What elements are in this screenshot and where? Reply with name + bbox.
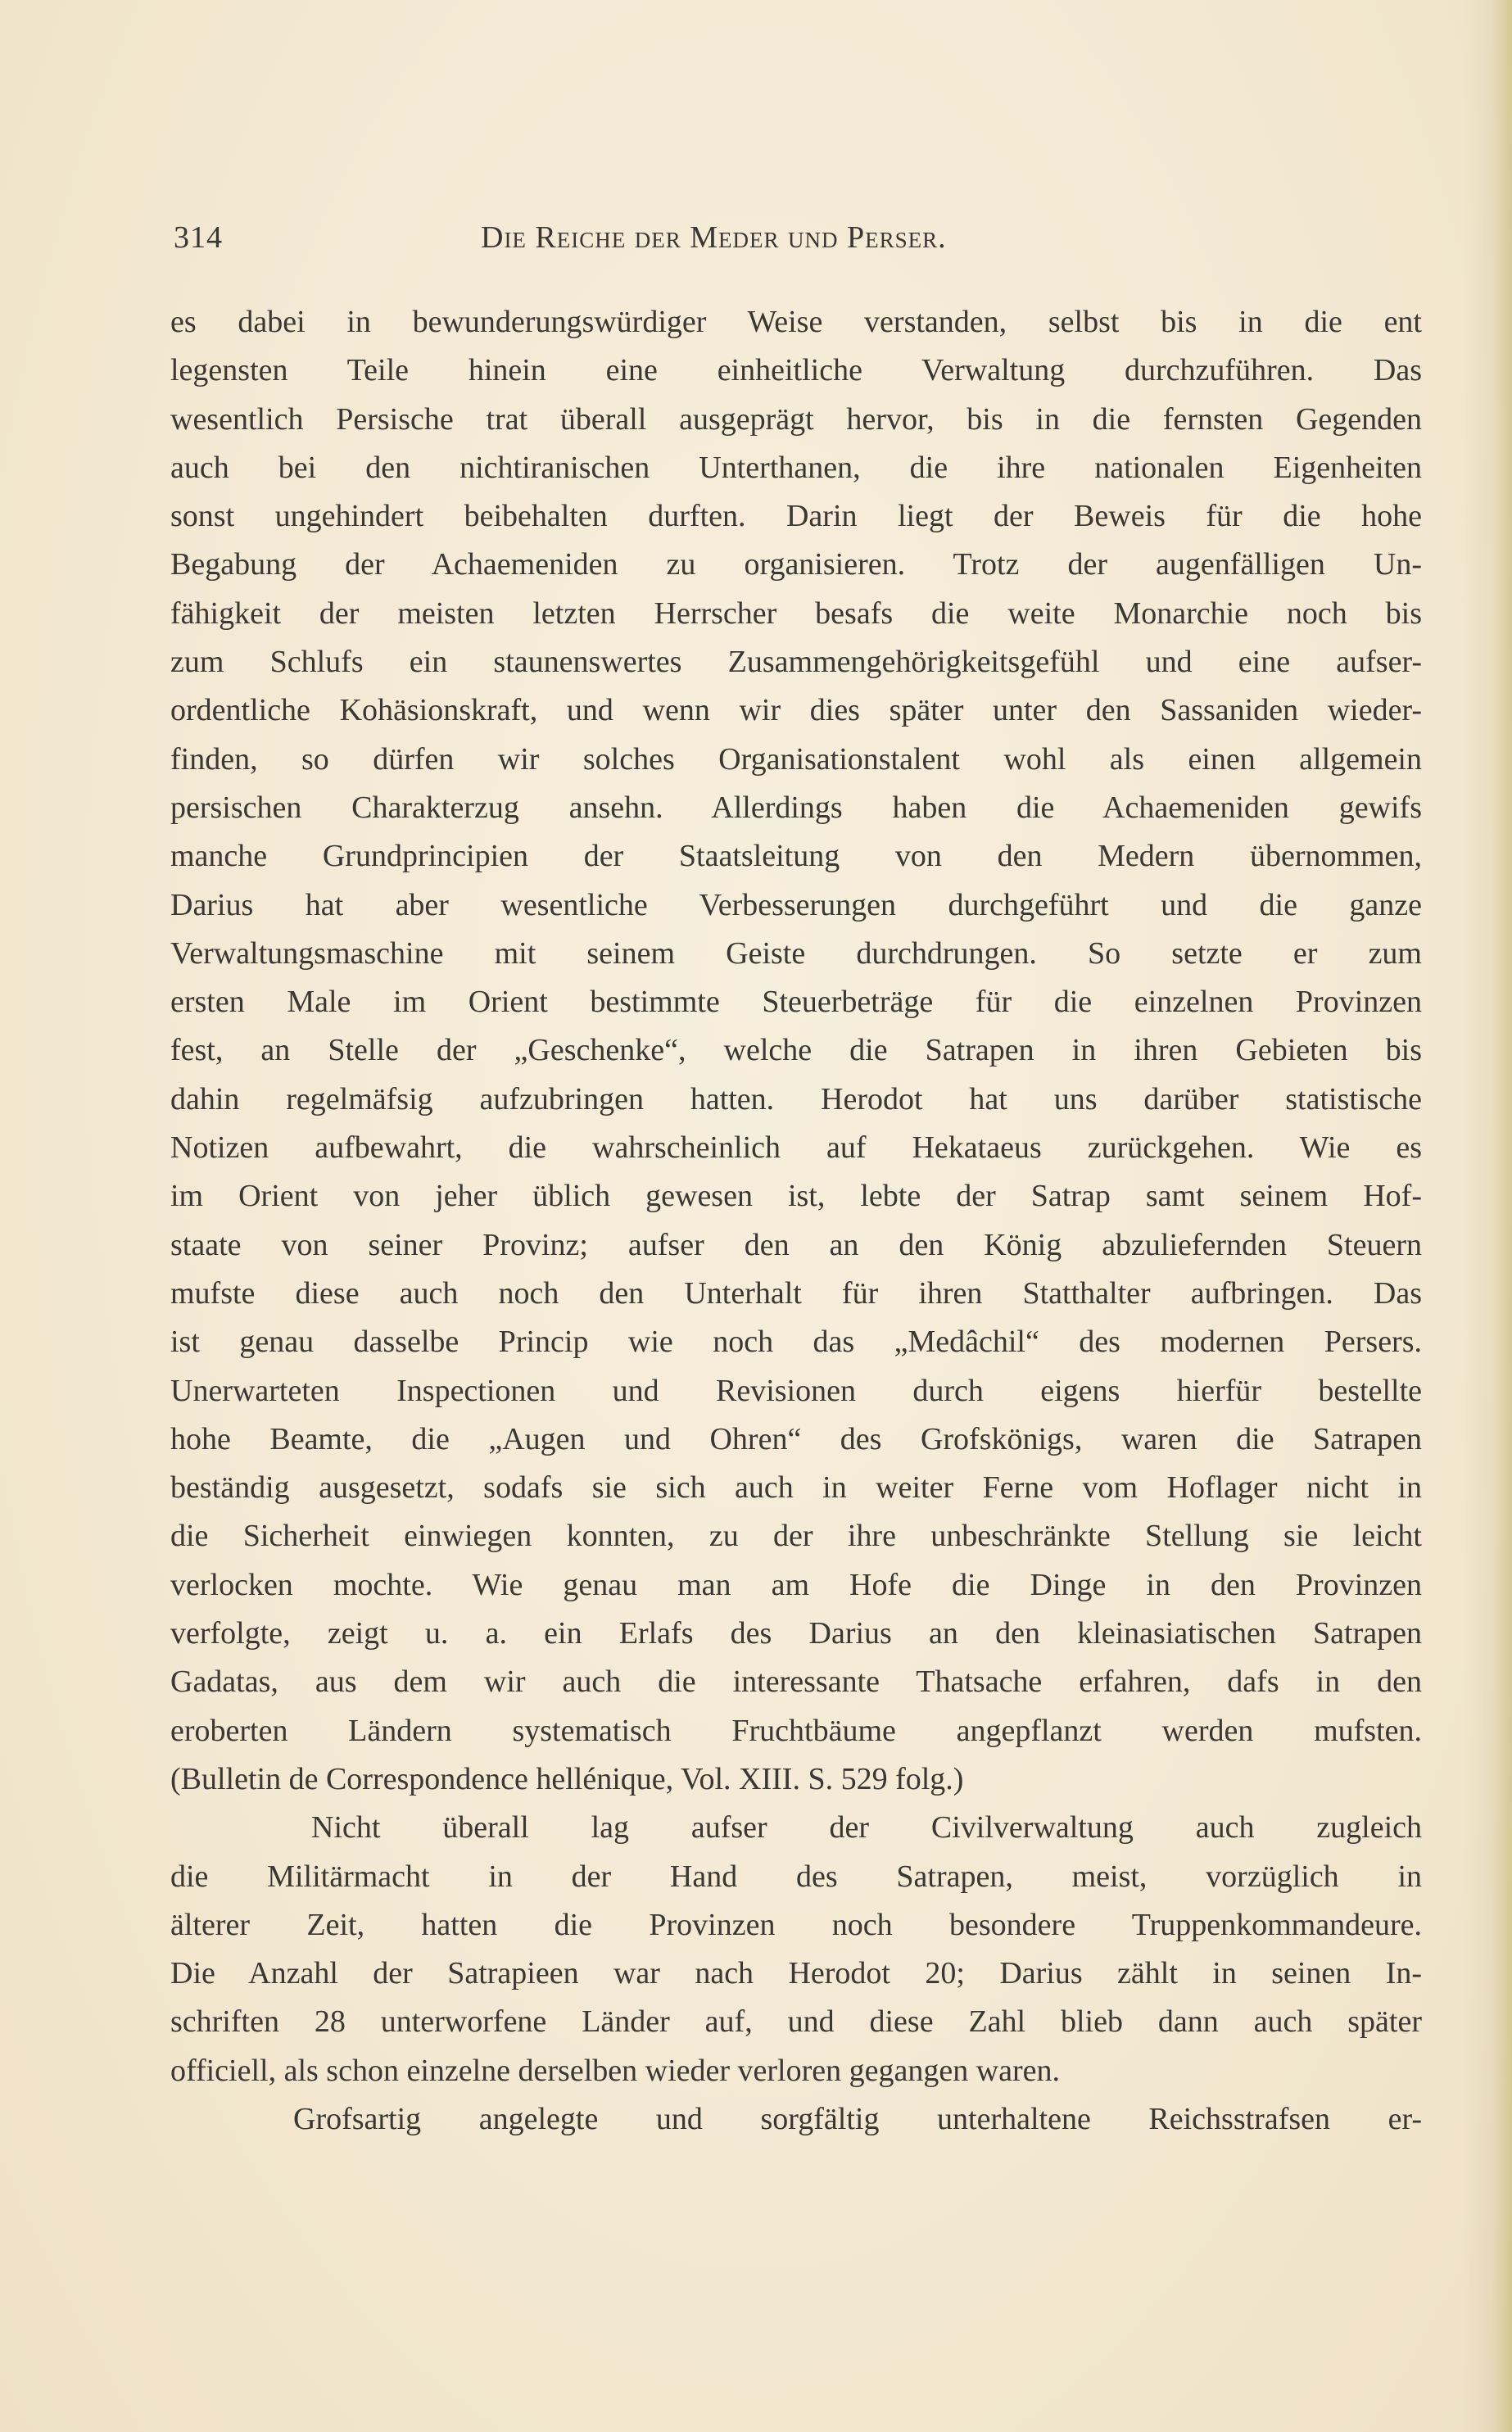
text-line: Die Anzahl der Satrapieen war nach Herodot 20; Darius zählt in seinen In- bbox=[170, 1956, 1422, 1991]
text-line: älterer Zeit, hatten die Provinzen noch besondere Truppenkommandeure. bbox=[170, 1907, 1422, 1942]
text-line: (Bulletin de Correspondence hellénique, Vol. XIII. S. 529 folg.) bbox=[170, 1761, 964, 1796]
text-line: staate von seiner Provinz; aufser den an den König abzuliefernden Steuern bbox=[170, 1227, 1422, 1262]
text-line: legensten Teile hinein eine einheitliche Verwaltung durchzuführen. Das bbox=[170, 353, 1422, 388]
text-line: fest, an Stelle der „Geschenke“, welche die Satrapen in ihren Gebieten bis bbox=[170, 1033, 1422, 1068]
text-line: zum Schlufs ein staunenswertes Zusammengehörigkeitsgefühl und eine aufser- bbox=[170, 645, 1422, 680]
text-line: eroberten Ländern systematisch Fruchtbäume angepflanzt werden mufsten. bbox=[170, 1713, 1422, 1748]
text-line: Unerwarteten Inspectionen und Revisionen durch eigens hierfür bestellte bbox=[170, 1373, 1422, 1408]
text-line: finden, so dürfen wir solches Organisationstalent wohl als einen allgemein bbox=[170, 741, 1422, 777]
page-number: 314 bbox=[174, 220, 223, 255]
text-line: ordentliche Kohäsionskraft, und wenn wir dies später unter den Sassaniden wieder- bbox=[170, 693, 1422, 728]
text-line: Verwaltungsmaschine mit seinem Geiste durchdrungen. So setzte er zum bbox=[170, 935, 1422, 971]
text-line: Nicht überall lag aufser der Civilverwaltung auch zugleich bbox=[311, 1810, 1422, 1846]
text-line: schriften 28 unterworfene Länder auf, und diese Zahl blieb dann auch später bbox=[170, 2004, 1422, 2040]
text-line: manche Grundprincipien der Staatsleitung von den Medern übernommen, bbox=[170, 839, 1422, 874]
running-title: Die Reiche der Meder und Perser. bbox=[481, 220, 947, 255]
text-line: hohe Beamte, die „Augen und Ohren“ des Grofskönigs, waren die Satrapen bbox=[170, 1421, 1422, 1456]
text-line: sonst ungehindert beibehalten durften. Darin liegt der Beweis für die hohe bbox=[170, 499, 1422, 534]
text-line: ersten Male im Orient bestimmte Steuerbeträge für die einzelnen Provinzen bbox=[170, 985, 1422, 1020]
text-line: die Sicherheit einwiegen konnten, zu der ihre unbeschränkte Stellung sie leicht bbox=[170, 1519, 1422, 1554]
text-line: beständig ausgesetzt, sodafs sie sich auch in weiter Ferne vom Hoflager nicht in bbox=[170, 1470, 1422, 1506]
text-line: mufste diese auch noch den Unterhalt für ihren Statthalter aufbringen. Das bbox=[170, 1275, 1422, 1311]
text-line: im Orient von jeher üblich gewesen ist, lebte der Satrap samt seinem Hof- bbox=[170, 1179, 1422, 1214]
body-text bbox=[170, 298, 1422, 2144]
text-line: persischen Charakterzug ansehn. Allerdings haben die Achaemeniden gewifs bbox=[170, 790, 1422, 825]
text-line: ist genau dasselbe Princip wie noch das „Medâchil“ des modernen Persers. bbox=[170, 1325, 1422, 1360]
text-line: verlocken mochte. Wie genau man am Hofe die Dinge in den Provinzen bbox=[170, 1567, 1422, 1602]
text-line: Darius hat aber wesentliche Verbesserungen durchgeführt und die ganze bbox=[170, 887, 1422, 922]
text-line: es dabei in bewunderungswürdiger Weise verstanden, selbst bis in die ent bbox=[170, 305, 1422, 339]
page-edge-shadow bbox=[1463, 0, 1512, 2432]
text-line: wesentlich Persische trat überall ausgeprägt hervor, bis in die fernsten Gegenden bbox=[170, 401, 1422, 437]
text-line: officiell, als schon einzelne derselben wieder verloren gegangen waren. bbox=[170, 2053, 1061, 2088]
text-line: Begabung der Achaemeniden zu organisieren. Trotz der augenfälligen Un- bbox=[170, 547, 1422, 582]
text-line: die Militärmacht in der Hand des Satrapen, meist, vorzüglich in bbox=[170, 1859, 1422, 1894]
page-header bbox=[174, 220, 1124, 265]
text-line: Gadatas, aus dem wir auch die interessante Thatsache erfahren, dafs in den bbox=[170, 1664, 1422, 1700]
text-line: auch bei den nichtiranischen Unterthanen, die ihre nationalen Eigenheiten bbox=[170, 450, 1422, 485]
text-line: verfolgte, zeigt u. a. ein Erlafs des Darius an den kleinasiatischen Satrapen bbox=[170, 1616, 1422, 1651]
text-line: Grofsartig angelegte und sorgfältig unterhaltene Reichsstrafsen er- bbox=[293, 2101, 1422, 2136]
text-line: dahin regelmäfsig aufzubringen hatten. Herodot hat uns darüber statistische bbox=[170, 1081, 1422, 1116]
text-line: Notizen aufbewahrt, die wahrscheinlich auf Hekataeus zurückgehen. Wie es bbox=[170, 1130, 1422, 1166]
text-line: fähigkeit der meisten letzten Herrscher besafs die weite Monarchie noch bis bbox=[170, 596, 1422, 631]
